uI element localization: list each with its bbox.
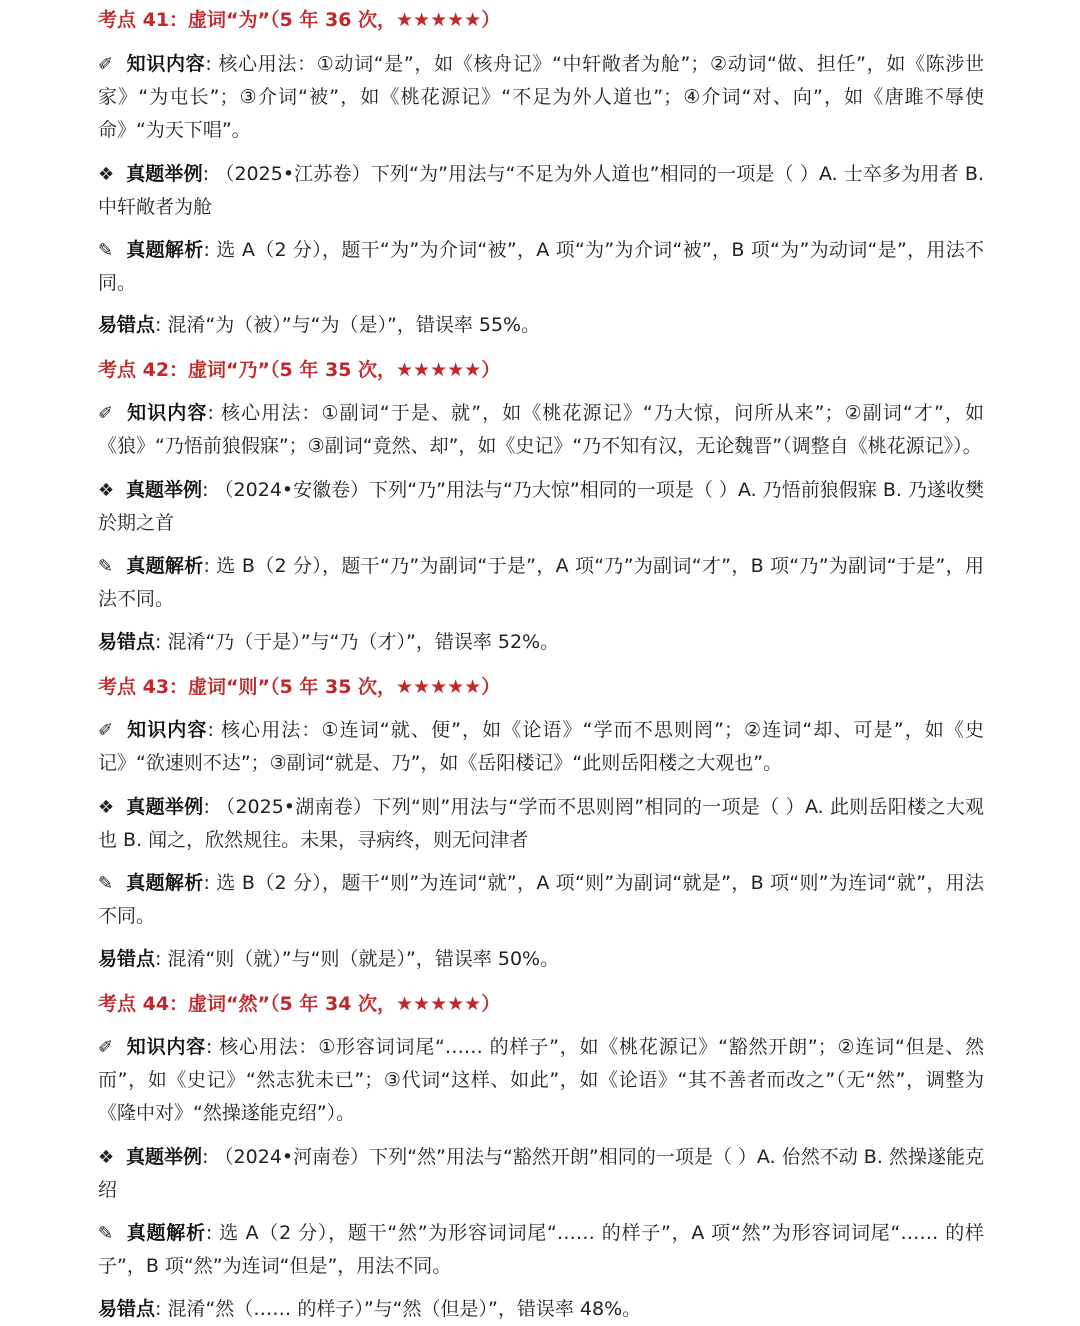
example-text: : （2024•安徽卷）下列“乃”用法与“乃大惊”相同的一项是（ ）A. 乃悟前狼假寐 B. 乃遂收樊於期之首 [98,479,984,534]
pen-icon: ✎ [98,240,114,261]
analysis-paragraph [98,1217,984,1283]
mistake-label: 易错点 [98,948,156,970]
pencil-icon: ✐ [98,720,114,741]
diamond-icon: ❖ [98,797,115,818]
diamond-icon: ❖ [98,480,115,501]
section-heading: 考点 43：虚词“则”（5 年 35 次，★★★★★） [98,676,501,698]
analysis-paragraph [98,550,984,616]
example-text: : （2025•江苏卷）下列“为”用法与“不足为外人道也”相同的一项是（ ）A. 士卒多为用者 B. 中轩敞者为舱 [98,163,984,218]
knowledge-paragraph [98,714,984,780]
mistake-text: : 混淆“则（就）”与“则（就是）”，错误率 50%。 [155,948,560,970]
knowledge-label: 知识内容 [126,402,208,424]
analysis-label: 真题解析 [126,239,204,261]
analysis-text: : 选 B（2 分），题干“则”为连词“就”，A 项“则”为副词“就是”，B 项“则”为连词“就”，用法不同。 [98,872,984,927]
example-label: 真题举例 [126,1146,203,1168]
knowledge-paragraph [98,397,984,463]
mistake-paragraph [98,309,984,342]
mistake-paragraph [98,1293,984,1326]
analysis-paragraph [98,867,984,933]
diamond-icon: ❖ [98,1147,115,1168]
example-paragraph [98,1141,984,1207]
example-paragraph [98,158,984,224]
knowledge-text: : 核心用法：①连词“就、便”，如《论语》“学而不思则罔”；②连词“却、可是”，如《史记》“欲速则不达”；③副词“就是、乃”，如《岳阳楼记》“此则岳阳楼之大观也”。 [98,719,984,774]
pencil-icon: ✐ [98,403,114,424]
mistake-text: : 混淆“然（…… 的样子）”与“然（但是）”，错误率 48%。 [155,1298,642,1320]
example-paragraph [98,474,984,540]
analysis-label: 真题解析 [126,1222,206,1244]
diamond-icon: ❖ [98,164,115,185]
example-label: 真题举例 [126,796,204,818]
knowledge-label: 知识内容 [126,53,206,75]
pencil-icon: ✐ [98,1037,114,1058]
analysis-text: : 选 A（2 分），题干“然”为形容词词尾“…… 的样子”，A 项“然”为形容词词尾“…… 的样子”，B 项“然”为连词“但是”，用法不同。 [98,1222,984,1277]
knowledge-text: : 核心用法：①形容词词尾“…… 的样子”，如《桃花源记》“豁然开朗”；②连词“但是、然而”，如《史记》“然志犹未已”；③代词“这样、如此”，如《论语》“其不善者而改之”（无“然”，调整为《隆中对》“然操遂能克绍”）。 [98,1036,985,1124]
pencil-icon: ✐ [98,54,114,75]
example-label: 真题举例 [126,479,203,501]
mistake-label: 易错点 [98,631,156,653]
knowledge-label: 知识内容 [126,1036,206,1058]
analysis-label: 真题解析 [126,555,204,577]
example-label: 真题举例 [126,163,203,185]
pen-icon: ✎ [98,873,114,894]
knowledge-text: : 核心用法：①副词“于是、就”，如《桃花源记》“乃大惊，问所从来”；②副词“才”，如《狼》“乃悟前狼假寐”；③副词“竟然、却”，如《史记》“乃不知有汉，无论魏晋”（调整自《桃花源记》）。 [98,402,984,457]
knowledge-paragraph [98,48,984,147]
knowledge-paragraph [98,1031,984,1130]
mistake-label: 易错点 [98,314,156,336]
mistake-paragraph [98,943,984,976]
example-text: : （2025•湖南卷）下列“则”用法与“学而不思则罔”相同的一项是（ ）A. 此则岳阳楼之大观也 B. 闻之，欣然规往。未果，寻病终，则无问津者 [98,796,984,851]
analysis-label: 真题解析 [126,872,204,894]
knowledge-text: : 核心用法：①动词“是”，如《核舟记》“中轩敞者为舱”；②动词“做、担任”，如《陈涉世家》“为屯长”；③介词“被”，如《桃花源记》“不足为外人道也”；④介词“对、向”，如《唐雎不辱使命》“为天下唱”。 [98,53,984,141]
pen-icon: ✎ [98,1223,114,1244]
pen-icon: ✎ [98,556,114,577]
section-heading: 考点 44：虚词“然”（5 年 34 次，★★★★★） [98,993,501,1015]
mistake-label: 易错点 [98,1298,156,1320]
knowledge-label: 知识内容 [126,719,208,741]
example-paragraph [98,791,984,857]
example-text: : （2024•河南卷）下列“然”用法与“豁然开朗”相同的一项是（ ）A. 佁然不动 B. 然操遂能克绍 [98,1146,984,1201]
mistake-text: : 混淆“为（被）”与“为（是）”，错误率 55%。 [155,314,541,336]
analysis-text: : 选 B（2 分），题干“乃”为副词“于是”，A 项“乃”为副词“才”，B 项“乃”为副词“于是”，用法不同。 [98,555,984,610]
mistake-paragraph [98,626,984,659]
mistake-text: : 混淆“乃（于是）”与“乃（才）”，错误率 52%。 [155,631,560,653]
section-heading: 考点 42：虚词“乃”（5 年 35 次，★★★★★） [98,359,501,381]
analysis-text: : 选 A（2 分），题干“为”为介词“被”，A 项“为”为介词“被”，B 项“为”为动词“是”，用法不同。 [98,239,984,294]
section-heading: 考点 41：虚词“为”（5 年 36 次，★★★★★） [98,9,501,31]
analysis-paragraph [98,234,984,300]
